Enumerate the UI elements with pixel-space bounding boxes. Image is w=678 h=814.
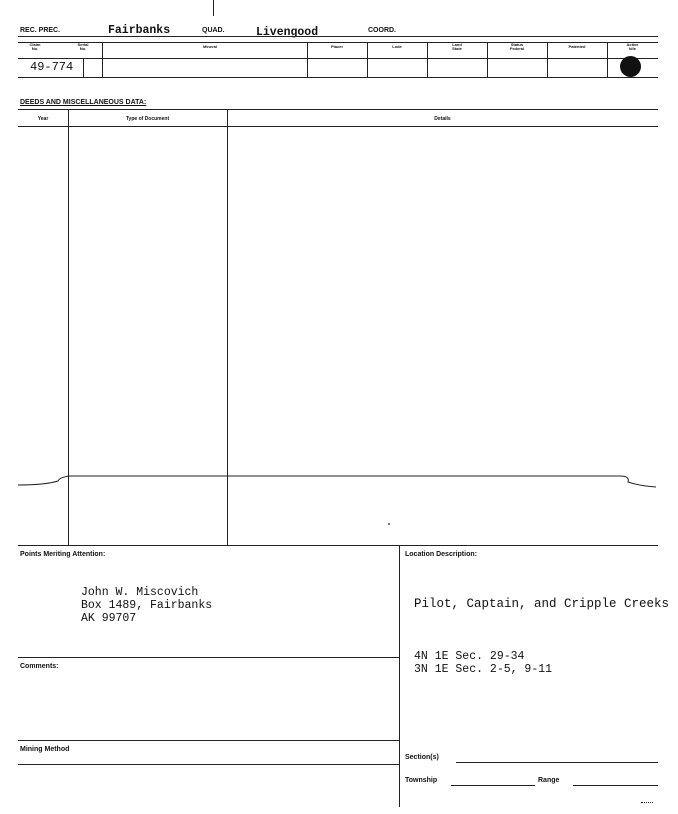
deeds-col-type: Type of Document: [125, 116, 170, 122]
bottom-section-top: [18, 545, 658, 546]
range-label: Range: [538, 777, 560, 784]
comments-label: Comments:: [20, 663, 59, 670]
deeds-col-year: Year: [37, 116, 49, 122]
active-status-dot: [620, 56, 641, 77]
location-creeks: Pilot, Captain, and Cripple Creeks: [414, 597, 670, 611]
col-status-federal-header: Status Federal: [509, 42, 525, 51]
deeds-header-divider: [18, 126, 658, 127]
col-mineral-header: Mineral: [202, 44, 217, 49]
deeds-title: DEEDS AND MISCELLANEOUS DATA:: [20, 99, 147, 106]
deeds-table-top: [18, 109, 658, 110]
mining-method-rule: [18, 764, 399, 765]
township-field-line[interactable]: [451, 785, 535, 786]
quad-label: QUAD.: [202, 27, 225, 34]
owner-name: John W. Miscovich: [81, 586, 199, 599]
township-label: Township: [405, 777, 438, 784]
col-patented-header: Patented: [568, 44, 586, 49]
sections-field-line[interactable]: [456, 762, 658, 763]
deeds-col-details: Details: [434, 116, 451, 122]
quad-value: Livengood: [256, 26, 319, 39]
bottom-section-divider: [399, 545, 400, 807]
summary-table-top: [18, 42, 658, 43]
points-meriting-attention-label: Points Meriting Attention:: [20, 551, 106, 558]
summary-table-bottom: [18, 77, 658, 78]
col-claim-no-header: Claim No.: [29, 42, 41, 51]
sections-label: Section(s): [405, 754, 439, 761]
col-active-idle-header: Active Idle: [626, 42, 639, 51]
claim-serial-divider: [83, 58, 84, 77]
range-field-line[interactable]: [573, 785, 658, 786]
rec-prec-label: REC. PREC.: [20, 27, 61, 34]
corner-mark: [641, 802, 653, 803]
rec-prec-value: Fairbanks: [108, 24, 171, 37]
col-lode-header: Lode: [392, 44, 402, 49]
owner-city-line: AK 99707: [81, 612, 137, 625]
location-section-line-1: 4N 1E Sec. 29-34: [414, 650, 525, 663]
top-tick-mark: [213, 0, 214, 16]
mining-method-label: Mining Method: [20, 746, 70, 753]
location-section-line-2: 3N 1E Sec. 2-5, 9-11: [414, 663, 553, 676]
fold-line: [0, 466, 678, 496]
comments-divider: [18, 657, 399, 658]
speck: [388, 523, 390, 525]
col-placer-header: Placer: [330, 44, 343, 49]
col-land-state-header: Land State: [452, 42, 462, 51]
coord-label: COORD.: [368, 27, 396, 34]
col-serial-no-header: Serial No.: [77, 42, 89, 51]
owner-address-line: Box 1489, Fairbanks: [81, 599, 213, 612]
location-description-label: Location Description:: [405, 551, 477, 558]
col-divider: [102, 42, 103, 77]
summary-header-divider: [18, 58, 658, 59]
claim-number-value: 49-774: [30, 60, 74, 74]
header-rule: [18, 36, 658, 37]
mining-method-divider: [18, 740, 399, 741]
